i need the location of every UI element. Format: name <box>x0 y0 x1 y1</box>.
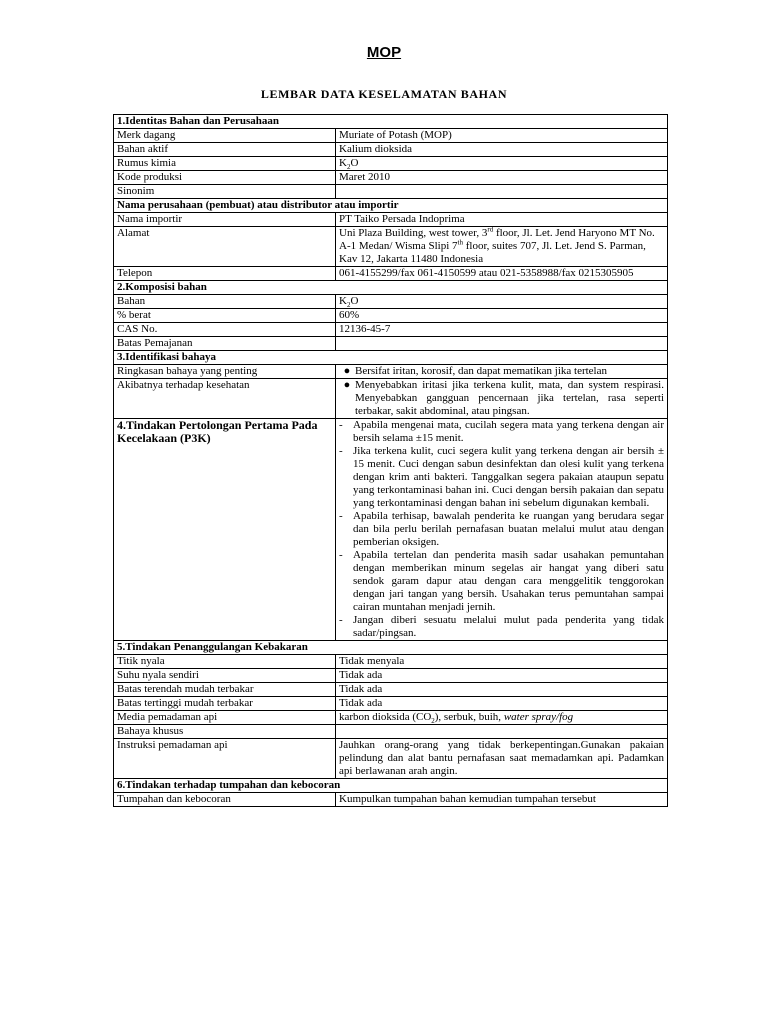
batas-rendah-value: Tidak ada <box>336 683 668 697</box>
list-item <box>339 510 664 549</box>
bahan-value <box>336 295 668 309</box>
alamat-part-a: Uni Plaza Building, west tower, 3 <box>339 227 488 239</box>
table-row <box>114 295 668 309</box>
bullet-icon: ● <box>343 379 351 391</box>
bahan-aktif-value: Kalium dioksida <box>336 143 668 157</box>
batas-pemajanan-label: Batas Pemajanan <box>114 337 336 351</box>
table-row <box>114 655 668 669</box>
akibat-label: Akibatnya terhadap kesehatan <box>114 379 336 419</box>
table-row <box>114 129 668 143</box>
table-row <box>114 739 668 779</box>
bahan-label: Bahan <box>114 295 336 309</box>
bahan-end: O <box>350 295 359 307</box>
table-row <box>114 337 668 351</box>
sinonim-label: Sinonim <box>114 185 336 199</box>
section-1-heading-row <box>114 115 668 129</box>
table-row <box>114 267 668 281</box>
bahan-subscript: 2 <box>346 301 351 310</box>
berat-value: 60% <box>336 309 668 323</box>
table-row <box>114 711 668 725</box>
media-label: Media pemadaman api <box>114 711 336 725</box>
section-6-heading: 6.Tindakan terhadap tumpahan dan kebocoran <box>114 779 668 793</box>
batas-rendah-label: Batas terendah mudah terbakar <box>114 683 336 697</box>
dash-marker: - <box>339 614 343 626</box>
titik-nyala-label: Titik nyala <box>114 655 336 669</box>
dash-marker: - <box>339 549 343 561</box>
table-row <box>114 697 668 711</box>
alamat-sup-1: rd <box>487 225 494 234</box>
bullet-icon: ● <box>343 365 351 377</box>
importir-label: Nama importir <box>114 213 336 227</box>
section-6-heading-row <box>114 779 668 793</box>
table-row <box>114 669 668 683</box>
ringkasan-value <box>336 365 668 379</box>
sinonim-value <box>336 185 668 199</box>
section-5-heading-row <box>114 641 668 655</box>
table-row <box>114 171 668 185</box>
section-2-heading: 2.Komposisi bahan <box>114 281 668 295</box>
dash-marker: - <box>339 419 343 431</box>
media-value <box>336 711 668 725</box>
list-item <box>339 419 664 445</box>
p3k-item-4: Apabila tertelan dan penderita masih sadar usahakan pemuntahan dengan memberikan minum segelas air hangat yang diberi satu sendok garam dapur atau dengan cara menggelitik tenggorokan dengan jari tangan yang bersih. Usahakan terus pemuntahan sampai cairan muntahan menjadi jernih. <box>353 549 664 613</box>
titik-nyala-value: Tidak menyala <box>336 655 668 669</box>
table-row <box>114 725 668 739</box>
media-part-a: karbon dioksida (CO <box>339 711 432 723</box>
section-1-heading: 1.Identitas Bahan dan Perusahaan <box>114 115 668 129</box>
p3k-item-1: Apabila mengenai mata, cucilah segera mata yang terkena dengan air bersih selama ±15 menit. <box>353 419 664 444</box>
p3k-item-3: Apabila terhisap, bawalah penderita ke ruangan yang berudara segar dan bila perlu berilah pernafasan buatan melalui mulut atau dengan pemberian oksigen. <box>353 510 664 548</box>
merk-value: Muriate of Potash (MOP) <box>336 129 668 143</box>
table-row <box>114 683 668 697</box>
table-row <box>114 185 668 199</box>
suhu-nyala-label: Suhu nyala sendiri <box>114 669 336 683</box>
table-row <box>114 213 668 227</box>
telepon-value: 061-4155299/fax 061-4150599 atau 021-5358988/fax 0215305905 <box>336 267 668 281</box>
batas-pemajanan-value <box>336 337 668 351</box>
instruksi-label: Instruksi pemadaman api <box>114 739 336 779</box>
instruksi-value: Jauhkan orang-orang yang tidak berkepentingan.Gunakan pakaian pelindung dan alat bantu pernafasan saat memadamkan api. Padamkan api berlawanan arah angin. <box>336 739 668 779</box>
table-row <box>114 199 668 213</box>
table-row <box>114 143 668 157</box>
suhu-nyala-value: Tidak ada <box>336 669 668 683</box>
ringkasan-label: Ringkasan bahaya yang penting <box>114 365 336 379</box>
media-italic: water spray/fog <box>503 711 574 723</box>
section-3-heading-row <box>114 351 668 365</box>
dash-marker: - <box>339 445 343 457</box>
bahaya-khusus-label: Bahaya khusus <box>114 725 336 739</box>
alamat-sup-2: th <box>457 238 463 247</box>
rumus-main: K <box>339 157 347 169</box>
table-row <box>114 365 668 379</box>
list-item <box>339 549 664 614</box>
rumus-value <box>336 157 668 171</box>
bahan-main: K <box>339 295 347 307</box>
alamat-part-b: floor, Jl. Let. Jend Haryono MT No. A-1 Medan/ Wisma Slipi 7 <box>339 227 655 252</box>
media-part-b: ), serbuk, buih, <box>434 711 504 723</box>
table-row <box>114 323 668 337</box>
bahan-aktif-label: Bahan aktif <box>114 143 336 157</box>
cas-label: CAS No. <box>114 323 336 337</box>
tumpahan-value: Kumpulkan tumpahan bahan kemudian tumpahan tersebut <box>336 793 668 807</box>
table-row <box>114 157 668 171</box>
section-4-row <box>114 419 668 641</box>
section-4-heading: 4.Tindakan Pertolongan Pertama Pada Kecelakaan (P3K) <box>114 419 336 641</box>
p3k-list <box>336 419 668 641</box>
akibat-text: Menyebabkan iritasi jika terkena kulit, mata, dan system respirasi. Menyebabkan gangguan pencernaan jika tertelan, rasa seperti terbakar, sakit abdominal, atau pingsan. <box>355 379 664 417</box>
section-5-heading: 5.Tindakan Penanggulangan Kebakaran <box>114 641 668 655</box>
dash-marker: - <box>339 510 343 522</box>
p3k-item-2: Jika terkena kulit, cuci segera kulit yang terkena dengan air bersih ± 15 menit. Cuci dengan sabun desinfektan dan olesi kulit yang terkena dengan krim anti bakteri. Tanggalkan segera pakaian ataupun sepatu yang terkontaminasi bahan ini. Cuci dengan bersih pakaian dan sepatu yang terkontaminasi dengan bahan ini sebelum digunakan kembali. <box>353 445 664 509</box>
document-title: MOP <box>366 44 402 61</box>
section-3-heading: 3.Identifikasi bahaya <box>114 351 668 365</box>
safety-data-table <box>113 114 668 807</box>
ringkasan-text: Bersifat iritan, korosif, dan dapat mematikan jika tertelan <box>355 365 607 377</box>
cas-value: 12136-45-7 <box>336 323 668 337</box>
merk-label: Merk dagang <box>114 129 336 143</box>
section-2-heading-row <box>114 281 668 295</box>
kode-value: Maret 2010 <box>336 171 668 185</box>
list-item <box>339 445 664 510</box>
importir-value: PT Taiko Persada Indoprima <box>336 213 668 227</box>
alamat-label: Alamat <box>114 227 336 267</box>
kode-label: Kode produksi <box>114 171 336 185</box>
berat-label: % berat <box>114 309 336 323</box>
alamat-part-c: floor, suites 707, Jl. Let. Jend S. Parman, Kav 12, Jakarta 11480 Indonesia <box>339 240 646 265</box>
rumus-end: O <box>350 157 359 169</box>
p3k-item-5: Jangan diberi sesuatu melalui mulut pada penderita yang tidak sadar/pingsan. <box>353 614 664 639</box>
bahaya-khusus-value <box>336 725 668 739</box>
batas-tinggi-label: Batas tertinggi mudah terbakar <box>114 697 336 711</box>
tumpahan-label: Tumpahan dan kebocoran <box>114 793 336 807</box>
alamat-value <box>336 227 668 267</box>
batas-tinggi-value: Tidak ada <box>336 697 668 711</box>
perusahaan-heading: Nama perusahaan (pembuat) atau distributor atau importir <box>114 199 668 213</box>
table-row <box>114 227 668 267</box>
table-row <box>114 309 668 323</box>
media-subscript: 2 <box>431 717 435 726</box>
table-row <box>114 379 668 419</box>
table-row <box>114 793 668 807</box>
document-subtitle: LEMBAR DATA KESELAMATAN BAHAN <box>260 87 508 101</box>
rumus-label: Rumus kimia <box>114 157 336 171</box>
telepon-label: Telepon <box>114 267 336 281</box>
list-item <box>339 614 664 640</box>
akibat-value <box>336 379 668 419</box>
rumus-subscript: 2 <box>346 163 351 172</box>
